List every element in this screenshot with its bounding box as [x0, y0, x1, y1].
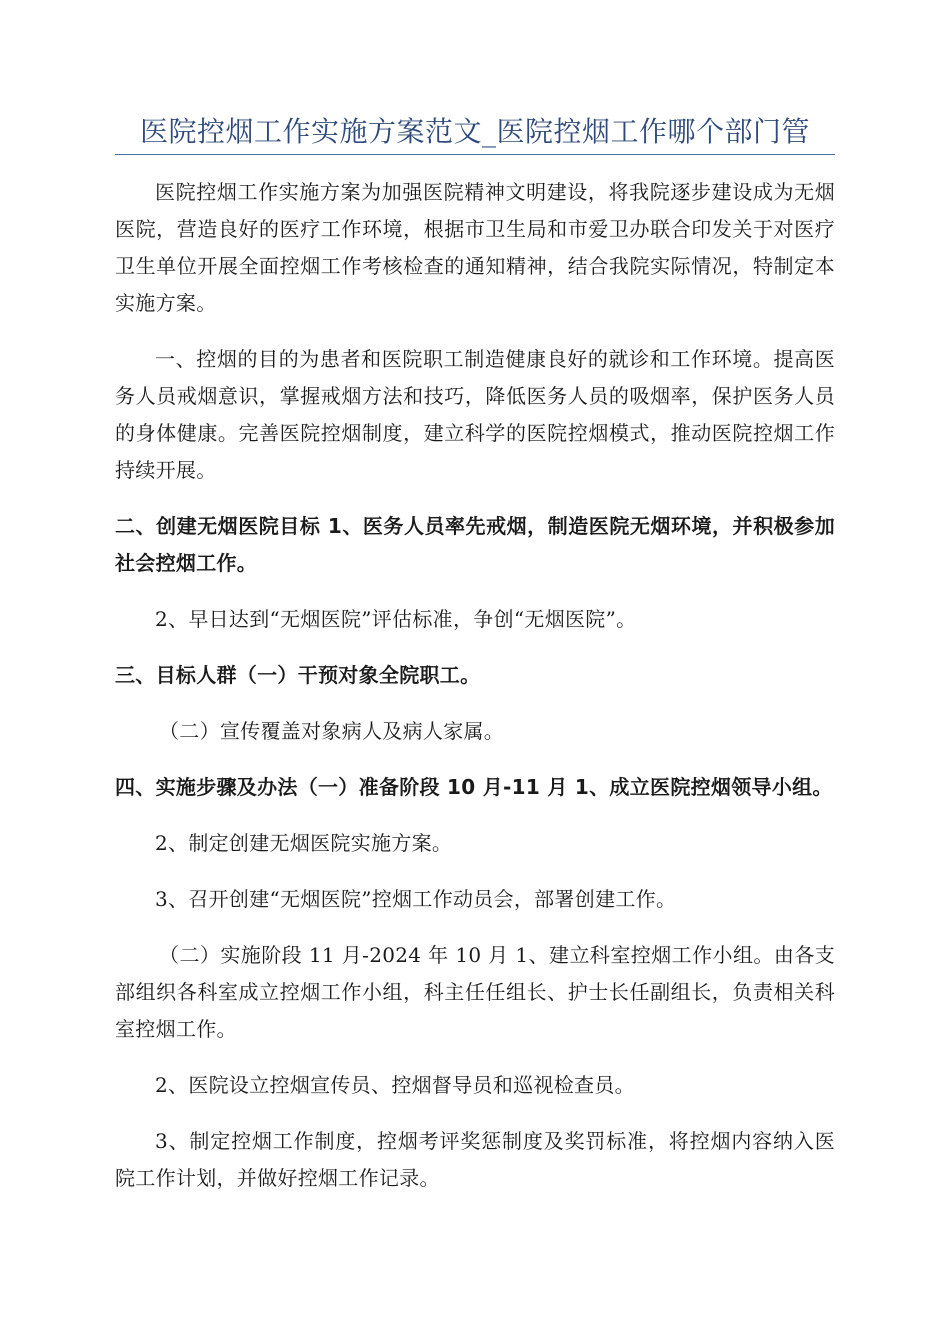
document-title: 医院控烟工作实施方案范文_医院控烟工作哪个部门管: [139, 115, 810, 148]
paragraph-section-2-item-2: 2、早日达到“无烟医院”评估标准，争创“无烟医院”。: [155, 607, 637, 631]
paragraph-section-4-item-2: 2、制定创建无烟医院实施方案。: [155, 831, 453, 855]
paragraph-section-4-phase-2-item-3: 3、制定控烟工作制度，控烟考评奖惩制度及奖罚标准，将控烟内容纳入医院工作计划，并做好控烟工作记录。: [115, 1129, 835, 1190]
document-body: [115, 174, 835, 1216]
paragraph-section-4-phase-2: （二）实施阶段 11 月-2024 年 10 月 1、建立科室控烟工作小组。由各支部组织各科室成立控烟工作小组，科主任任组长、护士长任副组长，负责相关科室控烟工作。: [115, 943, 835, 1041]
paragraph-section-4-item-3: 3、召开创建“无烟医院”控烟工作动员会，部署创建工作。: [155, 887, 677, 911]
heading-section-2: 二、创建无烟医院目标 1、医务人员率先戒烟，制造医院无烟环境，并积极参加社会控烟工作。: [115, 514, 835, 575]
heading-section-4: 四、实施步骤及办法（一）准备阶段 10 月-11 月 1、成立医院控烟领导小组。: [115, 775, 833, 799]
paragraph-section-3-item-2: （二）宣传覆盖对象病人及病人家属。: [159, 719, 505, 743]
paragraph-intro: 医院控烟工作实施方案为加强医院精神文明建设，将我院逐步建设成为无烟医院，营造良好的医疗工作环境，根据市卫生局和市爱卫办联合印发关于对医疗卫生单位开展全面控烟工作考核检查的通知精神，结合我院实际情况，特制定本实施方案。: [115, 180, 835, 315]
heading-section-3: 三、目标人群（一）干预对象全院职工。: [115, 663, 481, 687]
paragraph-section-4-phase-2-item-2: 2、医院设立控烟宣传员、控烟督导员和巡视检查员。: [155, 1073, 635, 1097]
title-underline: [115, 154, 835, 155]
paragraph-section-1: 一、控烟的目的为患者和医院职工制造健康良好的就诊和工作环境。提高医务人员戒烟意识，掌握戒烟方法和技巧，降低医务人员的吸烟率，保护医务人员的身体健康。完善医院控烟制度，建立科学的医院控烟模式，推动医院控烟工作持续开展。: [115, 347, 835, 482]
